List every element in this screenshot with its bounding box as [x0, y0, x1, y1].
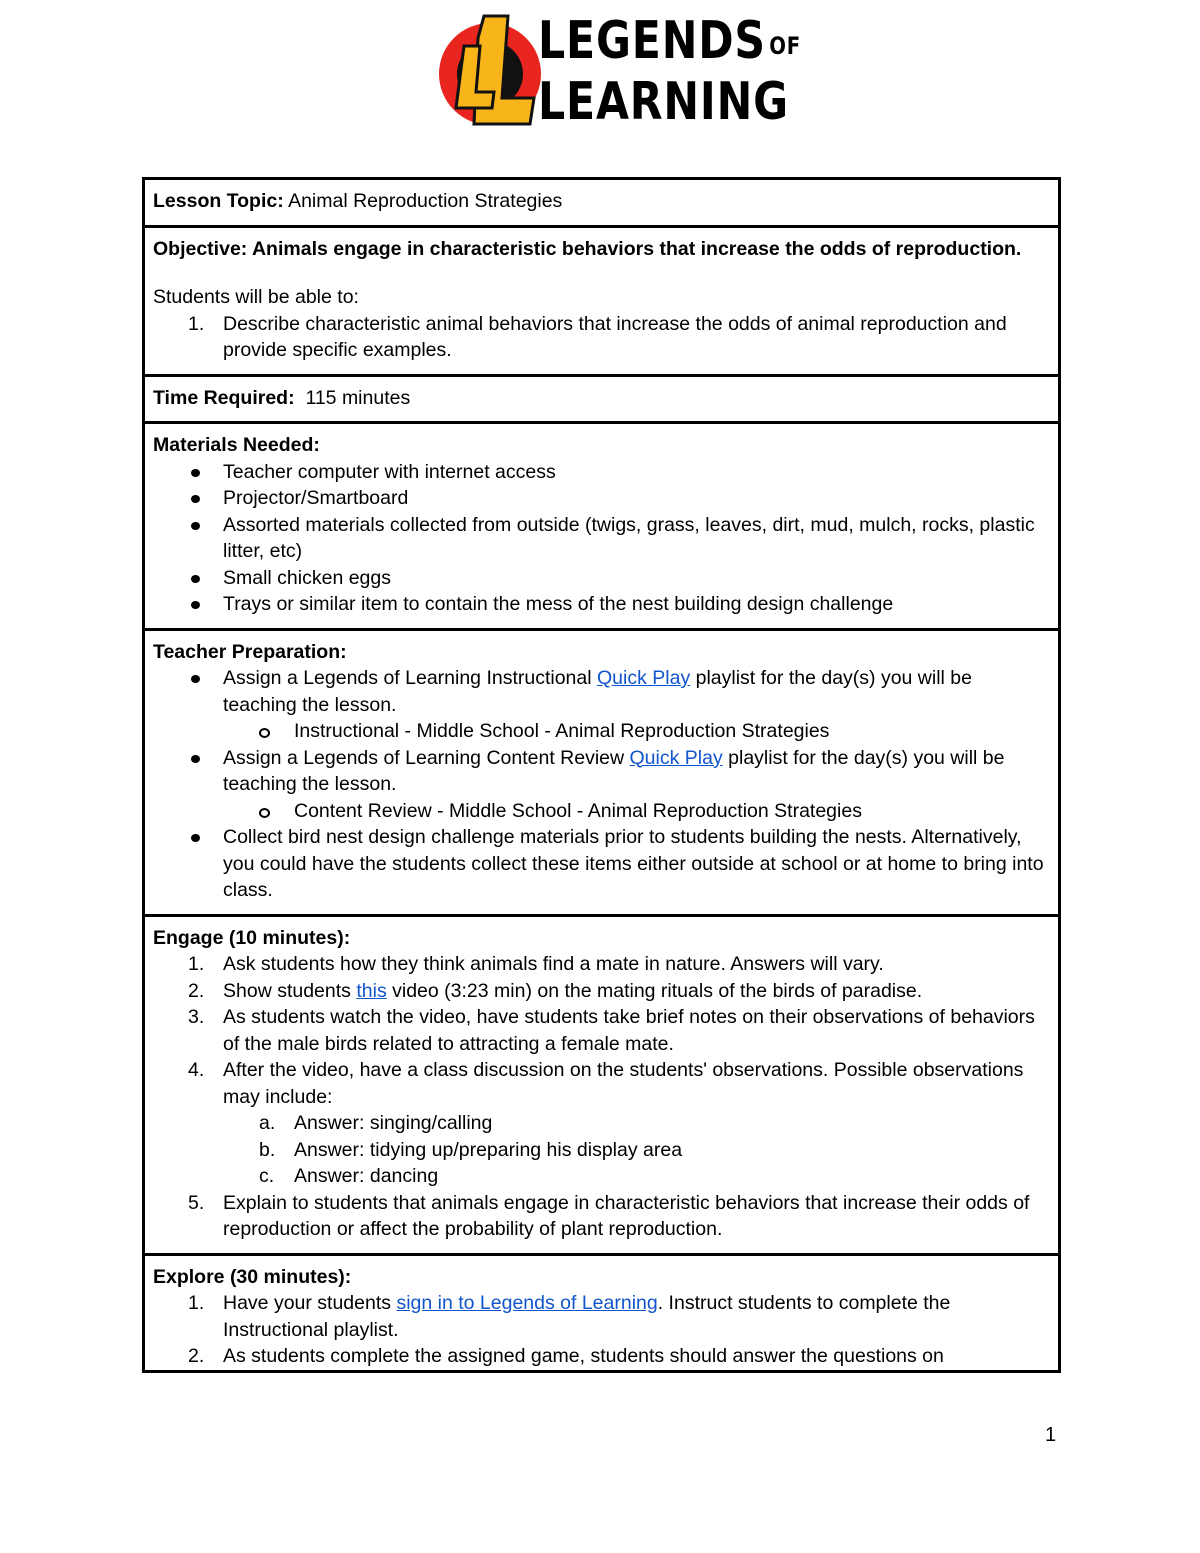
item-text: . Instruct students to complete the Instructional playlist. [223, 1292, 951, 1341]
item-number: 1. [188, 1292, 205, 1314]
topic-value: Animal Reproduction Strategies [288, 190, 563, 212]
list-item [153, 665, 1050, 718]
item-text: As students complete the assigned game, students should answer the questions on [223, 1345, 944, 1367]
item-number: 5. [188, 1191, 205, 1214]
materials-cell [144, 423, 1060, 630]
prep-list [153, 665, 1050, 718]
engage-sublist [153, 1110, 1050, 1190]
item-number: 3. [188, 1006, 205, 1028]
item-text: Assign a Legends of Learning Instructional [223, 667, 597, 689]
prep-sublist [153, 718, 1050, 745]
list-item [153, 1057, 1050, 1110]
lesson-plan-table [142, 177, 1061, 1373]
list-item [153, 311, 1050, 364]
legends-of-learning-logo [438, 11, 802, 132]
sign-in-link[interactable]: sign in to Legends of Learning [396, 1292, 658, 1314]
logo-of: OF [769, 32, 802, 60]
list-item [153, 978, 1050, 1005]
list-item: Projector/Smartboard [153, 485, 1050, 512]
item-text: As students watch the video, have students take brief notes on their observations of behaviors of the male birds related to attracting a female mate. [223, 1006, 1035, 1055]
list-item [153, 1190, 1050, 1243]
list-item [153, 1004, 1050, 1057]
item-letter: a. [259, 1112, 276, 1134]
prep-sublist [153, 798, 1050, 825]
materials-list [153, 459, 1050, 618]
logo-wordmark [538, 11, 802, 132]
list-item: Instructional - Middle School - Animal Reproduction Strategies [153, 718, 1050, 745]
time-cell [144, 375, 1060, 423]
time-row [144, 375, 1060, 423]
time-value: 115 minutes [305, 386, 411, 409]
objective-row [144, 226, 1060, 375]
explore-list [153, 1290, 1050, 1370]
list-item [153, 1110, 1050, 1137]
engage-cell [144, 915, 1060, 1254]
list-item [153, 745, 1050, 798]
item-number: 2. [188, 979, 205, 1002]
objective-label: Objective: Animals engage in characteristic behaviors that increase the odds of reproduction. [153, 237, 1022, 260]
item-text: Answer: dancing [294, 1165, 439, 1187]
video-link[interactable]: this [356, 979, 387, 1002]
item-number: 4. [188, 1059, 205, 1081]
logo-line-1: LEGENDS [538, 11, 766, 71]
topic-cell [144, 179, 1060, 227]
list-item [153, 1290, 1050, 1343]
item-number: 1. [188, 953, 205, 975]
prep-list [153, 745, 1050, 798]
time-label: Time Required: [153, 386, 295, 409]
item-text: video (3:23 min) on the mating rituals of the birds of paradise. [386, 979, 923, 1002]
topic-label: Lesson Topic: [153, 190, 284, 212]
page-number: 1 [1045, 1424, 1057, 1446]
item-text: Assign a Legends of Learning Content Review [223, 746, 630, 769]
item-number: 2. [188, 1345, 205, 1367]
engage-row [144, 915, 1060, 1254]
logo-line-2: LEARNING [538, 72, 789, 132]
item-number: 1. [188, 312, 205, 335]
quick-play-link[interactable]: Quick Play [629, 746, 723, 769]
explore-row [144, 1254, 1060, 1371]
item-letter: b. [259, 1138, 276, 1161]
objective-intro: Students will be able to: [153, 286, 359, 308]
item-text: playlist for the day(s) you will be teaching the lesson. [223, 667, 972, 716]
list-item [153, 1343, 1050, 1370]
list-item: Teacher computer with internet access [153, 459, 1050, 486]
prep-list [153, 824, 1050, 904]
item-letter: c. [259, 1165, 275, 1187]
engage-list [153, 951, 1050, 1110]
item-text: Explain to students that animals engage in characteristic behaviors that increase their odds of reproduction or affect the probability of plant reproduction. [223, 1191, 1030, 1240]
item-text: Ask students how they think animals find a mate in nature. Answers will vary. [223, 953, 884, 975]
prep-label: Teacher Preparation: [153, 640, 347, 663]
objective-cell [144, 226, 1060, 375]
explore-label: Explore (30 minutes): [153, 1265, 352, 1288]
list-item [153, 1163, 1050, 1190]
list-item: Small chicken eggs [153, 565, 1050, 592]
topic-row [144, 179, 1060, 227]
materials-label: Materials Needed: [153, 434, 320, 456]
prep-row [144, 629, 1060, 915]
item-text: Have your students [223, 1292, 397, 1314]
item-text: Answer: tidying up/preparing his display area [294, 1138, 683, 1161]
item-text: Answer: singing/calling [294, 1112, 493, 1134]
list-item [153, 951, 1050, 978]
item-text: Show students [223, 979, 357, 1002]
list-item: Trays or similar item to contain the mess of the nest building design challenge [153, 591, 1050, 618]
item-text: After the video, have a class discussion on the students' observations. Possible observations may include: [223, 1059, 1024, 1108]
engage-label: Engage (10 minutes): [153, 926, 351, 949]
list-item [153, 1137, 1050, 1164]
prep-cell [144, 629, 1060, 915]
list-item: Collect bird nest design challenge materials prior to students building the nests. Alternatively, you could have the students collect these items either outside at school or at home to bring into class. [153, 824, 1050, 904]
list-item: Content Review - Middle School - Animal Reproduction Strategies [153, 798, 1050, 825]
engage-list [153, 1190, 1050, 1243]
list-item: Assorted materials collected from outside (twigs, grass, leaves, dirt, mud, mulch, rocks, plastic litter, etc) [153, 512, 1050, 565]
item-text: Describe characteristic animal behaviors that increase the odds of animal reproduction and provide specific examples. [223, 312, 1007, 361]
materials-row [144, 423, 1060, 630]
objective-list [153, 311, 1050, 364]
item-text: playlist for the day(s) you will be teaching the lesson. [223, 746, 1005, 795]
explore-cell [144, 1254, 1060, 1371]
quick-play-link[interactable]: Quick Play [597, 667, 691, 689]
